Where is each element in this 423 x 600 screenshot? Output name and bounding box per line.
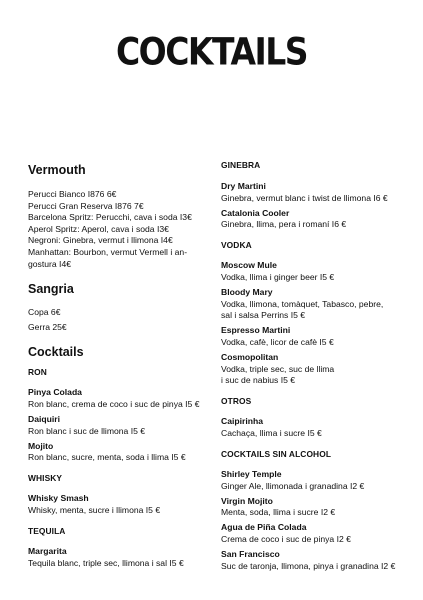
- item-name: Virgin Mojito: [221, 495, 273, 506]
- menu-item: [28, 414, 208, 437]
- item-desc: Crema de coco i suc de pinya I2 €: [221, 533, 351, 544]
- menu-item: [28, 546, 208, 569]
- vermouth-line: Manhattan: Bourbon, vermut Vermell i an-: [28, 246, 188, 257]
- sangria-list: [28, 307, 208, 333]
- sangria-heading: Sangria: [28, 282, 74, 297]
- vodka-label: VODKA: [221, 240, 252, 251]
- menu-item: [221, 549, 411, 572]
- item-name: Dry Martini: [221, 181, 266, 191]
- item-name: Mojito: [28, 440, 54, 451]
- item-name: Catalonia Cooler: [221, 207, 290, 218]
- right-column: [221, 160, 411, 576]
- item-name: Margarita: [28, 546, 67, 557]
- cocktails-heading: Cocktails: [28, 345, 84, 360]
- item-name: Espresso Martini: [221, 325, 291, 336]
- menu-item: [221, 469, 411, 492]
- vermouth-list: [28, 189, 208, 270]
- item-name: Agua de Piña Colada: [221, 522, 307, 533]
- item-name: Caipirinha: [221, 416, 264, 427]
- item-desc: Tequila blanc, triple sec, llimona i sal I5 €: [28, 557, 184, 568]
- vermouth-heading: Vermouth: [28, 163, 86, 177]
- menu-item: [28, 493, 208, 516]
- item-desc: Cachaça, llima i sucre I5 €: [221, 427, 322, 438]
- menu-item: [221, 260, 411, 283]
- item-desc: Vodka, cafè, licor de cafè I5 €: [221, 336, 334, 347]
- vermouth-line: Perucci Gran Reserva I876 7€: [28, 200, 144, 211]
- vermouth-line: Perucci Bianco I876 6€: [28, 189, 117, 199]
- menu-item: [221, 416, 411, 439]
- item-desc: Vodka, llimona, tomàquet, Tabasco, pebre,: [221, 298, 384, 309]
- vermouth-line: Negroni: Ginebra, vermut i llimona I4€: [28, 235, 173, 246]
- menu-item: [221, 325, 411, 348]
- menu-item: [28, 387, 208, 410]
- item-desc: Suc de taronja, llimona, pinya i granadina I2 €: [221, 560, 396, 571]
- item-desc: Ron blanc, crema de coco i suc de pinya I5 €: [28, 398, 200, 409]
- item-desc: Vodka, triple sec, suc de llima: [221, 363, 335, 374]
- item-desc: Menta, soda, llima i sucre I2 €: [221, 507, 336, 518]
- item-name: Pinya Colada: [28, 387, 82, 398]
- item-desc: sal i salsa Perrins I5 €: [221, 310, 306, 321]
- vermouth-line: Aperol Spritz: Aperol, cava i soda I3€: [28, 223, 169, 234]
- whisky-label: WHISKY: [28, 473, 63, 484]
- vermouth-line: gostura I4€: [28, 258, 71, 269]
- left-column: [28, 160, 208, 573]
- item-desc: Whisky, menta, sucre i llimona I5 €: [28, 505, 161, 515]
- menu-item: [221, 208, 411, 231]
- item-desc: Vodka, llima i ginger beer I5 €: [221, 271, 335, 282]
- item-desc: Ginger Ale, llimonada i granadina I2 €: [221, 480, 365, 491]
- otros-label: OTROS: [221, 396, 252, 407]
- menu-item: [221, 287, 411, 322]
- item-desc: Ron blanc i suc de llimona I5 €: [28, 425, 146, 436]
- menu-item: [221, 522, 411, 545]
- item-desc: Ginebra, llima, pera i romaní I6 €: [221, 219, 347, 230]
- item-name: Daiquiri: [28, 414, 60, 425]
- menu-item: [221, 496, 411, 519]
- item-desc: i suc de nabius I5 €: [221, 375, 296, 386]
- menu-item: [221, 352, 411, 387]
- item-name: Whisky Smash: [28, 493, 89, 504]
- item-name: Moscow Mule: [221, 260, 277, 271]
- item-desc: Ron blanc, sucre, menta, soda i llima I5 €: [28, 452, 186, 463]
- sin-alcohol-label: COCKTAILS SIN ALCOHOL: [221, 449, 332, 459]
- sangria-line: Copa 6€: [28, 307, 61, 318]
- item-name: Shirley Temple: [221, 469, 282, 479]
- menu-item: [221, 181, 411, 204]
- item-name: Bloody Mary: [221, 287, 273, 298]
- tequila-label: TEQUILA: [28, 526, 66, 537]
- sangria-line: Gerra 25€: [28, 321, 67, 332]
- ginebra-label: GINEBRA: [221, 160, 261, 170]
- item-desc: Ginebra, vermut blanc i twist de llimona I6 €: [221, 192, 388, 203]
- item-name: San Francisco: [221, 549, 280, 560]
- ron-label: RON: [28, 367, 47, 378]
- menu-item: [28, 441, 208, 464]
- vermouth-line: Barcelona Spritz: Perucchi, cava i soda I3€: [28, 212, 192, 223]
- page-title: COCKTAILS: [115, 30, 308, 74]
- item-name: Cosmopolitan: [221, 352, 279, 363]
